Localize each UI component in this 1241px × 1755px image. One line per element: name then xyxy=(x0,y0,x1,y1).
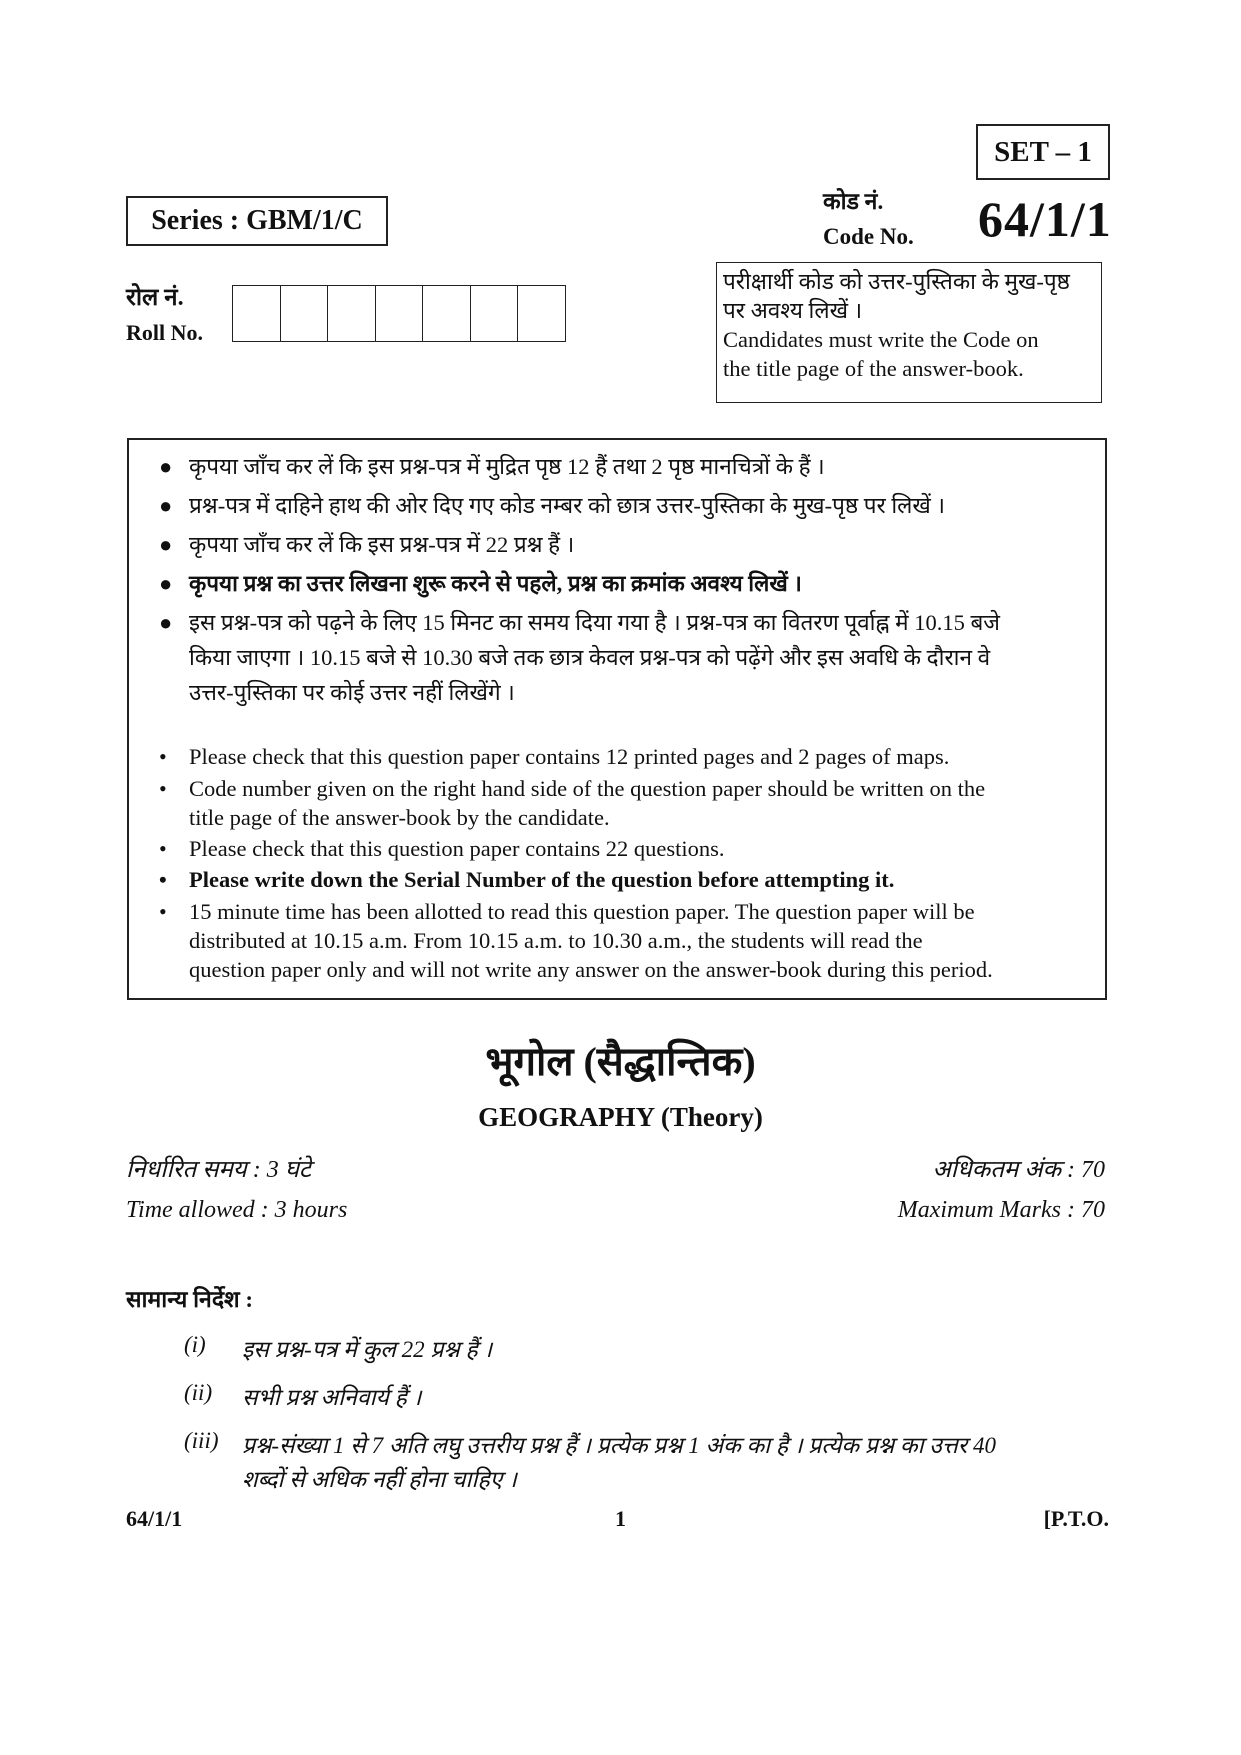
roll-label-hindi: रोल नं. xyxy=(126,285,184,311)
instruction-item: ● कृपया जाँच कर लें कि इस प्रश्न-पत्र में 22 प्रश्न हैं । xyxy=(159,532,575,557)
bullet-icon: ● xyxy=(159,610,173,635)
code-note-hi-line1: परीक्षार्थी कोड को उत्तर-पुस्तिका के मुख-पृष्ठ xyxy=(723,269,1070,294)
roll-digit-box[interactable] xyxy=(376,286,424,341)
instruction-item: ● कृपया जाँच कर लें कि इस प्रश्न-पत्र में मुद्रित पृष्ठ 12 हैं तथा 2 पृष्ठ मानचित्रों के हैं । xyxy=(159,454,825,479)
max-marks-hindi: अधिकतम अंक : 70 xyxy=(932,1157,1105,1183)
subject-title-hindi: भूगोल (सैद्धान्तिक) xyxy=(485,1039,756,1084)
footer-code: 64/1/1 xyxy=(126,1506,183,1531)
general-item-number: (iii) xyxy=(184,1428,219,1453)
roll-digit-box[interactable] xyxy=(233,286,281,341)
code-number: 64/1/1 xyxy=(978,191,1112,247)
pto-label: [P.T.O. xyxy=(1043,1506,1109,1531)
instruction-item: ● प्रश्न-पत्र में दाहिने हाथ की ओर दिए गए कोड नम्बर को छात्र उत्तर-पुस्तिका के मुख-पृष्ठ पर लिखें । xyxy=(159,493,945,518)
instruction-item: • Please check that this question paper contains 22 questions. xyxy=(159,836,725,861)
max-marks-english: Maximum Marks : 70 xyxy=(897,1197,1105,1223)
general-item-text: इस प्रश्न-पत्र में कुल 22 प्रश्न हैं । xyxy=(242,1337,493,1362)
roll-number-grid[interactable] xyxy=(232,285,566,342)
roll-digit-box[interactable] xyxy=(423,286,471,341)
general-item-text-cont: शब्दों से अधिक नहीं होना चाहिए । xyxy=(242,1467,517,1492)
code-note-en-line2: the title page of the answer-book. xyxy=(723,356,1024,381)
general-item-text: प्रश्न-संख्या 1 से 7 अति लघु उत्तरीय प्रश्न हैं । प्रत्येक प्रश्न 1 अंक का है । प्रत्येक प्रश्न का उत्तर 40 xyxy=(242,1433,996,1458)
roll-digit-box[interactable] xyxy=(471,286,519,341)
instruction-item: ● इस प्रश्न-पत्र को पढ़ने के लिए 15 मिनट का समय दिया गया है । प्रश्न-पत्र का वितरण पूर्वाह्न में 10.15 बजे किया जाएगा । 10.15 बजे से 10.30 बजे तक छात्र केवल प्रश्न-पत्र को पढ़ेंगे और इस अवधि के दौरान वे उत्तर-पुस्तिका पर कोई उत्तर नहीं लिखेंगे । xyxy=(159,610,1000,705)
code-note-hi-line2: पर अवश्य लिखें । xyxy=(723,298,863,323)
bullet-icon: • xyxy=(159,744,167,769)
bullet-icon: ● xyxy=(159,571,173,596)
subject-title-english: GEOGRAPHY (Theory) xyxy=(478,1102,763,1132)
instructions-box xyxy=(127,438,1107,1000)
general-instructions-heading: सामान्य निर्देश : xyxy=(126,1287,254,1312)
code-label-english: Code No. xyxy=(823,224,914,249)
time-allowed-hindi: निर्धारित समय : 3 घंटे xyxy=(126,1157,311,1183)
instruction-item: • Please check that this question paper contains 12 printed pages and 2 pages of maps. xyxy=(159,744,950,769)
instruction-item: • Code number given on the right hand side of the question paper should be written on the title page of the answer-book by the candidate. xyxy=(159,776,986,830)
code-note-en-line1: Candidates must write the Code on xyxy=(723,327,1039,352)
general-item-text: सभी प्रश्न अनिवार्य हैं । xyxy=(242,1385,422,1410)
bullet-icon: • xyxy=(159,899,167,924)
roll-digit-box[interactable] xyxy=(518,286,565,341)
series-label: Series : GBM/1/C xyxy=(126,196,388,246)
bullet-icon: • xyxy=(159,836,167,861)
general-item-number: (i) xyxy=(184,1332,206,1357)
page-number: 1 xyxy=(615,1506,626,1531)
set-label: SET – 1 xyxy=(976,124,1110,180)
time-allowed-english: Time allowed : 3 hours xyxy=(126,1197,348,1223)
general-item-number: (ii) xyxy=(184,1380,213,1405)
bullet-icon: ● xyxy=(159,454,173,479)
instruction-item: ● कृपया प्रश्न का उत्तर लिखना शुरू करने से पहले, प्रश्न का क्रमांक अवश्य लिखें । xyxy=(159,571,802,596)
bullet-icon: ● xyxy=(159,493,173,518)
roll-digit-box[interactable] xyxy=(328,286,376,341)
code-label-hindi: कोड नं. xyxy=(823,189,884,214)
bullet-icon: • xyxy=(159,867,167,892)
bullet-icon: ● xyxy=(159,532,173,557)
instruction-item: • Please write down the Serial Number of the question before attempting it. xyxy=(159,867,895,892)
bullet-icon: • xyxy=(159,776,167,801)
roll-label-english: Roll No. xyxy=(126,320,203,345)
roll-digit-box[interactable] xyxy=(281,286,329,341)
code-note-box xyxy=(716,262,1102,403)
instruction-item: • 15 minute time has been allotted to read this question paper. The question paper will be distributed at 10.15 a.m. From 10.15 a.m. to 10.30 a.m., the students will read the question paper only and will not write any answer on the answer-book during this period. xyxy=(159,899,993,982)
